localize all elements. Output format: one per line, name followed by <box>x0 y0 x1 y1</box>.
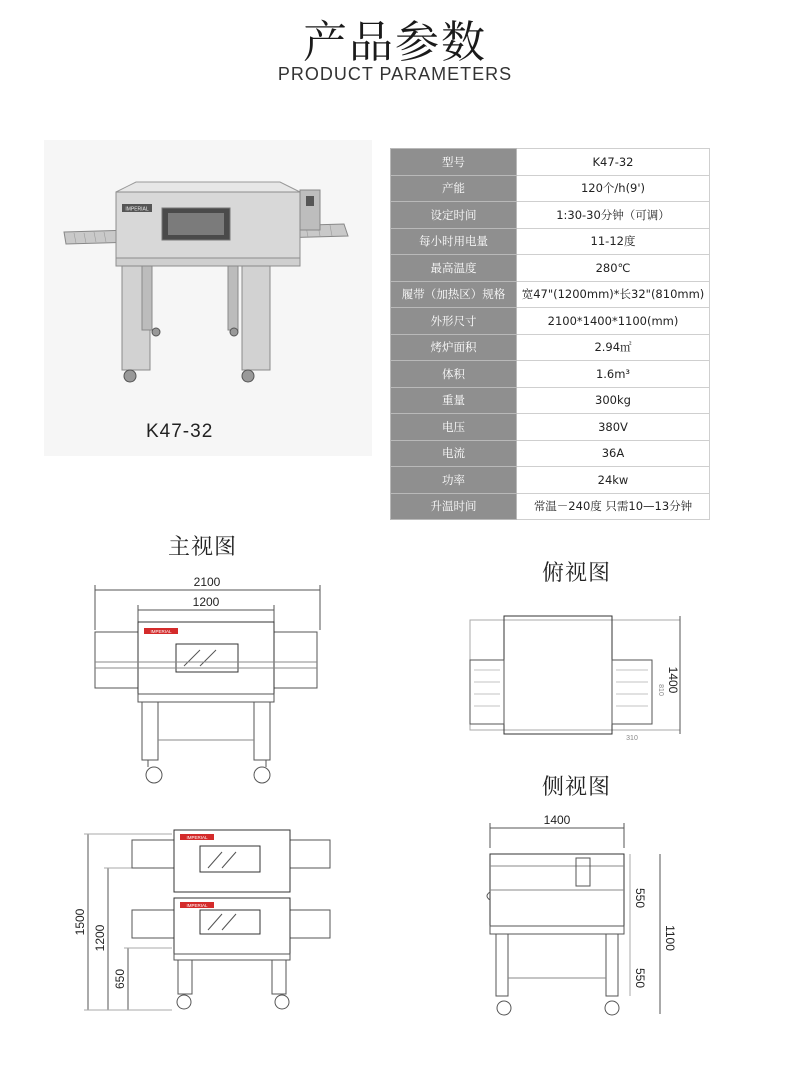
front-view-title: 主视图 <box>168 535 238 560</box>
spec-value: 宽47"(1200mm)*长32"(810mm) <box>517 281 710 308</box>
spec-row <box>391 175 710 202</box>
stacked-view-drawing <box>73 822 346 1022</box>
dim-side-width: 1400 <box>543 813 571 827</box>
spec-value: 380V <box>517 414 710 441</box>
spec-value: 2.94㎡ <box>517 334 710 361</box>
spec-label: 体积 <box>391 361 517 388</box>
dim-side-total: 1100 <box>663 925 677 951</box>
spec-value: 36A <box>517 440 710 467</box>
dim-side-upper: 550 <box>633 887 647 909</box>
spec-label: 履带（加热区）规格 <box>391 281 517 308</box>
photo-brand-plate: IMPERIAL <box>125 206 149 213</box>
spec-label: 电流 <box>391 440 517 467</box>
model-caption: K47-32 <box>146 421 214 442</box>
dim-side-lower: 550 <box>633 967 647 989</box>
side-view-title: 侧视图 <box>542 775 612 800</box>
dim-front-belt: 1200 <box>192 595 220 609</box>
spec-value: 280℃ <box>517 255 710 282</box>
spec-label: 重量 <box>391 387 517 414</box>
front-view-drawing <box>80 570 330 800</box>
spec-value: 2100*1400*1100(mm) <box>517 308 710 335</box>
front-brand-plate: IMPERIAL <box>150 629 172 634</box>
spec-row <box>391 149 710 176</box>
spec-label: 最高温度 <box>391 255 517 282</box>
spec-row <box>391 281 710 308</box>
spec-row <box>391 361 710 388</box>
stack-brand-plate-upper: IMPERIAL <box>186 835 208 840</box>
spec-row <box>391 414 710 441</box>
spec-table <box>390 148 710 520</box>
page-title: 产品参数 <box>303 17 487 68</box>
dim-stack-mid: 1200 <box>93 924 107 952</box>
spec-label: 升温时间 <box>391 493 517 520</box>
spec-row <box>391 228 710 255</box>
dim-front-width: 2100 <box>193 575 221 589</box>
side-view-drawing <box>478 808 708 1028</box>
spec-row <box>391 440 710 467</box>
dim-stack-low: 650 <box>113 968 127 990</box>
dim-top-small-b: 310 <box>626 735 638 742</box>
spec-value: 24kw <box>517 467 710 494</box>
spec-row <box>391 202 710 229</box>
page-subtitle: PRODUCT PARAMETERS <box>277 64 513 84</box>
product-photo <box>44 140 372 456</box>
dim-stack-total: 1500 <box>73 908 87 936</box>
spec-label: 型号 <box>391 149 517 176</box>
spec-row <box>391 387 710 414</box>
spec-value: K47-32 <box>517 149 710 176</box>
spec-label: 每小时用电量 <box>391 228 517 255</box>
top-view-drawing <box>464 608 704 748</box>
spec-label: 外形尺寸 <box>391 308 517 335</box>
spec-value: 常温－240度 只需10—13分钟 <box>517 493 710 520</box>
spec-row <box>391 334 710 361</box>
spec-value: 120个/h(9') <box>517 175 710 202</box>
spec-label: 设定时间 <box>391 202 517 229</box>
spec-value: 1.6m³ <box>517 361 710 388</box>
spec-row <box>391 493 710 520</box>
spec-row <box>391 467 710 494</box>
spec-label: 电压 <box>391 414 517 441</box>
dim-top-small-a: 810 <box>657 684 664 696</box>
spec-label: 烤炉面积 <box>391 334 517 361</box>
spec-row <box>391 308 710 335</box>
spec-value: 11-12度 <box>517 228 710 255</box>
spec-row <box>391 255 710 282</box>
spec-label: 产能 <box>391 175 517 202</box>
spec-label: 功率 <box>391 467 517 494</box>
spec-value: 1:30-30分钟（可调） <box>517 202 710 229</box>
top-view-title: 俯视图 <box>542 561 612 586</box>
dim-top-depth: 1400 <box>666 666 680 694</box>
spec-value: 300kg <box>517 387 710 414</box>
stack-brand-plate-lower: IMPERIAL <box>186 903 208 908</box>
